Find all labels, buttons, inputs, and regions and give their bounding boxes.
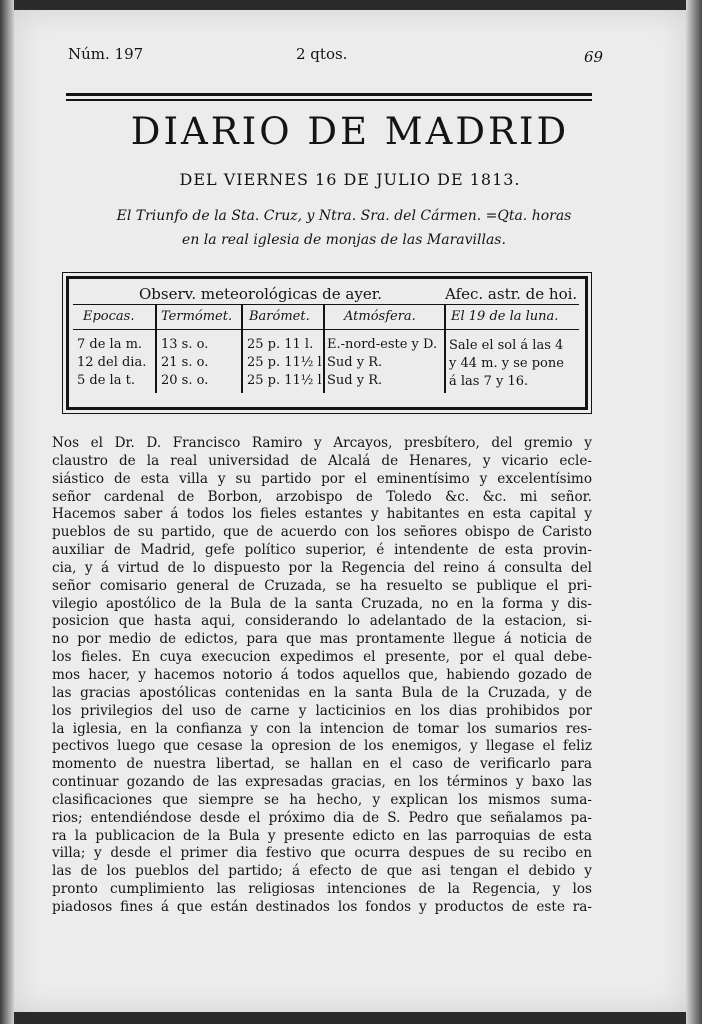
row-baro: 25 p. 11½ l.	[247, 355, 326, 370]
body-line: posicion que hasta aqui, considerando lo adelantado de la estacion, si-	[52, 613, 592, 630]
row-baro: 25 p. 11½ l.	[247, 373, 326, 388]
col-header-moon: El 19 de la luna.	[451, 309, 559, 324]
astro-title: Afec. astr. de hoi.	[445, 285, 578, 303]
issue-number: Núm. 197	[68, 45, 144, 63]
weather-table	[66, 276, 588, 410]
body-line: pectivos luego que cesase la opresion de los enemigos, y llegase el feliz	[52, 738, 592, 755]
body-line: señor comisario general de Cruzada, se ha resuelto se publique el pri-	[52, 577, 592, 594]
row-thermo: 13 s. o.	[161, 337, 209, 352]
masthead-title: DIARIO DE MADRID	[130, 110, 570, 153]
body-line: villa; y desde el primer dia festivo que ocurra despues de su recibo en	[52, 845, 592, 862]
body-line: vilegio apostólico de la Bula de la santa Cruzada, no en la forma y dis-	[52, 595, 592, 612]
masthead-rule-thin	[66, 99, 592, 101]
astro-line: Sale el sol á las 4	[449, 338, 564, 353]
row-epoch: 7 de la m.	[77, 337, 143, 352]
col-header-epochs: Epocas.	[83, 309, 135, 324]
newspaper-page	[14, 10, 686, 1012]
body-line: clasificaciones que siempre se ha hecho, y explican los mismos suma-	[52, 791, 592, 808]
page-right-edge	[686, 0, 702, 1024]
row-epoch: 5 de la t.	[77, 373, 135, 388]
body-line: pronto cumplimiento las religiosas intenciones de la Regencia, y los	[52, 881, 592, 898]
column-divider	[155, 305, 157, 393]
body-line: señor cardenal de Borbon, arzobispo de Toledo &c. &c. mi señor.	[52, 488, 592, 505]
folio-number: 69	[584, 48, 604, 66]
body-line: cia, y á virtud de lo dispuesto por la Regencia del reino á consulta del	[52, 559, 592, 576]
col-header-barometer: Barómet.	[249, 309, 310, 324]
astro-line: á las 7 y 16.	[449, 374, 529, 389]
col-header-thermometer: Termómet.	[161, 309, 233, 324]
feast-line-2: en la real iglesia de monjas de las Maravillas.	[182, 232, 506, 248]
body-line: rios; entendiéndose desde el próximo dia de S. Pedro que señalamos pa-	[52, 809, 592, 826]
column-divider	[241, 305, 243, 393]
body-line: las gracias apostólicas contenidas en la santa Bula de la Cruzada, y de	[52, 684, 592, 701]
page-binding-edge	[0, 0, 14, 1024]
row-baro: 25 p. 11 l.	[247, 337, 314, 352]
date-line: DEL VIERNES 16 DE JULIO DE 1813.	[179, 170, 521, 189]
body-line: piadosos fines á que están destinados los fondos y productos de este ra-	[52, 898, 592, 915]
column-divider	[444, 305, 446, 393]
issue-price: 2 qtos.	[296, 45, 348, 63]
edict-body-text	[52, 435, 592, 917]
row-atmos: Sud y R.	[327, 355, 383, 370]
body-line: claustro de la real universidad de Alcalá de Henares, y vicario ecle-	[52, 452, 592, 469]
astro-info	[449, 337, 579, 391]
body-line: ra la publicacion de la Bula y presente edicto en las parroquias de esta	[52, 827, 592, 844]
body-line: las de los pueblos del partido; á efecto de que asi tengan el debido y	[52, 863, 592, 880]
body-line: pueblos de su partido, que de acuerdo con los señores obispo de Caristo	[52, 524, 592, 541]
body-line: siástico de esta villa y su partido por el eminentísimo y excelentísimo	[52, 470, 592, 487]
table-rule	[73, 329, 579, 330]
body-line: no por medio de edictos, para que mas prontamente llegue á noticia de	[52, 631, 592, 648]
body-line: continuar gozando de las expresadas gracias, en los términos y baxo las	[52, 774, 592, 791]
body-line: los fieles. En cuya execucion expedimos el presente, por el qual debe-	[52, 649, 592, 666]
body-line: Hacemos saber á todos los fieles estantes y habitantes en esta capital y	[52, 506, 592, 523]
row-atmos: E.-nord-este y D.	[327, 337, 438, 352]
body-line: momento de nuestra libertad, se hallan en el caso de verificarlo para	[52, 756, 592, 773]
masthead-rule-thick	[66, 93, 592, 96]
weather-title: Observ. meteorológicas de ayer.	[139, 285, 382, 303]
row-atmos: Sud y R.	[327, 373, 383, 388]
feast-line-1: El Triunfo de la Sta. Cruz, y Ntra. Sra. del Cármen. =Qta. horas	[116, 208, 572, 224]
body-line: Nos el Dr. D. Francisco Ramiro y Arcayos, presbítero, del gremio y	[52, 435, 592, 451]
col-header-atmosphere: Atmósfera.	[344, 309, 416, 324]
row-thermo: 20 s. o.	[161, 373, 209, 388]
body-line: mos hacer, y hacemos notorio á todos aquellos que, habiendo gozado de	[52, 666, 592, 683]
row-epoch: 12 del dia.	[77, 355, 147, 370]
body-line: la iglesia, en la confianza y con la intencion de tomar los sumarios res-	[52, 720, 592, 737]
row-thermo: 21 s. o.	[161, 355, 209, 370]
astro-line: y 44 m. y se pone	[449, 356, 564, 371]
table-rule	[73, 304, 579, 305]
body-line: los privilegios del uso de carne y lacticinios en los dias prohibidos por	[52, 702, 592, 719]
body-line: auxiliar de Madrid, gefe político superior, é intendente de esta provin-	[52, 542, 592, 559]
